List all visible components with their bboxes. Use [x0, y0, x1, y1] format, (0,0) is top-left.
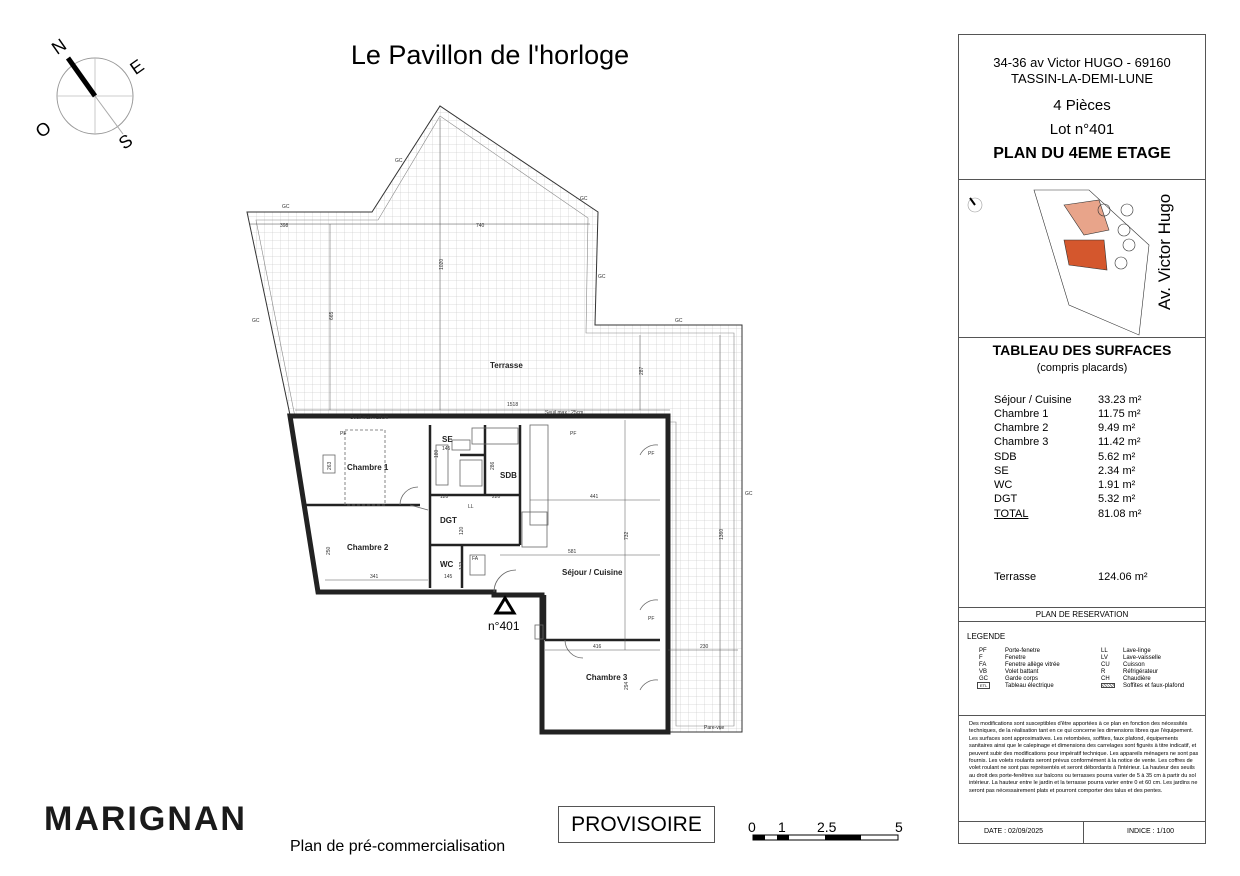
address: 34-36 av Victor HUGO - 69160 TASSIN-LA-DEMI-LUNE — [993, 55, 1171, 86]
room-wc: WC — [440, 560, 454, 569]
svg-text:0: 0 — [748, 819, 756, 835]
svg-text:581: 581 — [568, 549, 577, 555]
svg-text:250: 250 — [326, 546, 332, 555]
svg-text:120: 120 — [459, 526, 465, 535]
mini-compass-icon — [963, 187, 997, 221]
surface-row: Séjour / Cuisine 33.23 m² — [994, 394, 1142, 406]
title-block — [958, 34, 1206, 844]
surface-row: Chambre 1 11.75 m² — [994, 408, 1141, 420]
svg-text:Seuil max : 25cm: Seuil max : 25cm — [545, 410, 584, 416]
svg-text:Seuil max : 25cm: Seuil max : 25cm — [350, 415, 389, 421]
street-label: Av. Victor Hugo — [1155, 193, 1174, 310]
svg-text:441: 441 — [590, 494, 599, 500]
svg-text:145: 145 — [444, 574, 453, 580]
table-title: TABLEAU DES SURFACES — [992, 342, 1172, 358]
svg-text:287: 287 — [639, 366, 645, 375]
brand-logo: MARIGNAN — [44, 800, 247, 838]
room-dgt: DGT — [440, 516, 457, 525]
svg-text:PF: PF — [648, 616, 655, 622]
svg-text:5: 5 — [895, 819, 903, 835]
indice: INDICE : 1/100 — [1127, 828, 1175, 835]
svg-text:341: 341 — [370, 574, 379, 580]
svg-text:GC: GC — [598, 274, 606, 280]
room-chambre2: Chambre 2 — [347, 543, 389, 552]
legend-item: ETL Tableau électrique — [977, 683, 990, 691]
svg-text:GC: GC — [580, 196, 588, 202]
floor-plan — [240, 100, 780, 740]
room-sejour: Séjour / Cuisine — [562, 568, 623, 577]
legend-item: Soffites et faux-plafond — [1101, 683, 1115, 691]
surface-row: WC 1.91 m² — [994, 479, 1136, 491]
room-se: SE — [442, 435, 453, 444]
svg-text:665: 665 — [329, 311, 335, 320]
svg-text:263: 263 — [327, 461, 333, 470]
legend-item: GC Garde corps — [979, 676, 1039, 682]
svg-text:220: 220 — [492, 494, 501, 500]
surface-row: SDB 5.62 m² — [994, 451, 1136, 463]
svg-text:1: 1 — [778, 819, 786, 835]
svg-text:GC: GC — [252, 318, 260, 324]
svg-text:1360: 1360 — [719, 528, 725, 540]
lot-marker-icon — [496, 598, 514, 613]
svg-text:172: 172 — [459, 561, 465, 570]
svg-text:180: 180 — [434, 449, 440, 458]
svg-text:FA: FA — [472, 556, 479, 562]
disclaimer-notes: Des modifications sont susceptibles d'être apportées à ce plan en fonction des nécessités techniques, de la réalisation tant en ce qui concerne les dimensions libres que l'équipement. Les surfaces sont approximatives. Les retombées, soffites, faux plafond, équipements sanitaires ainsi que le calepinage et dimensions des carrelages sont figurés à titre indicatif, et peuvent subir des modifications pour impératif technique. Les appareils ménagers ne sont pas fournis. Les volets roulants seront prévus conformément à la notice de vente. Les coffres de volet roulant ne sont pas représentés et seront débordants à l'intérieur. La hauteur des seuils au droit des porte-fenêtres sur balcons ou terrasses pourra varier de 5 à 35 cm à partir du sol intérieur. La hauteur entre le jardin et la terrasse pourra varier entre 0 et 60 cm. Les jardins ne seront pas nécessairement plats et pourront comporter des talus et des pentes. — [969, 721, 1199, 794]
surface-row: DGT 5.32 m² — [994, 493, 1136, 505]
provisoire-stamp: PROVISOIRE — [558, 806, 715, 843]
svg-text:294: 294 — [624, 681, 630, 690]
svg-text:GC: GC — [395, 158, 403, 164]
svg-text:145: 145 — [442, 446, 451, 452]
svg-text:GC: GC — [675, 318, 683, 324]
svg-text:PF: PF — [340, 431, 347, 437]
legend-item: R Réfrigérateur — [1101, 669, 1159, 675]
svg-text:230: 230 — [700, 644, 709, 650]
surface-terrasse: Terrasse 124.06 m² — [994, 571, 1148, 583]
plan-reservation-label: PLAN DE RESERVATION — [1035, 610, 1129, 619]
legend-item: CH Chaudière — [1101, 676, 1151, 682]
svg-text:732: 732 — [624, 531, 630, 540]
legend-item: FA Fenetre allège vitrée — [979, 662, 1060, 668]
room-chambre3: Chambre 3 — [586, 673, 628, 682]
svg-text:398: 398 — [280, 223, 289, 229]
svg-text:1020: 1020 — [439, 258, 445, 270]
legend-item: CU Cuisson — [1101, 662, 1145, 668]
surface-row: SE 2.34 m² — [994, 465, 1136, 477]
site-map — [1029, 185, 1159, 345]
svg-text:120: 120 — [440, 494, 449, 500]
lot-number: Lot n°401 — [1049, 121, 1115, 138]
compass-e: E — [126, 55, 148, 79]
svg-text:416: 416 — [593, 644, 602, 650]
compass-o: O — [31, 117, 55, 142]
floor-title: PLAN DU 4EME ETAGE — [993, 145, 1171, 162]
soffite-swatch-icon — [1101, 683, 1115, 688]
room-sdb: SDB — [500, 471, 517, 480]
table-subtitle: (compris placards) — [1036, 362, 1128, 374]
svg-text:1518: 1518 — [507, 402, 519, 408]
room-chambre1: Chambre 1 — [347, 463, 389, 472]
compass-n: N — [47, 34, 71, 59]
svg-text:PF: PF — [570, 431, 577, 437]
compass-icon — [31, 34, 155, 156]
surface-total: TOTAL 81.08 m² — [994, 508, 1142, 520]
legend-item: PF Porte-fenetre — [979, 648, 1041, 654]
scale-bar — [745, 816, 910, 846]
page-title: Le Pavillon de l'horloge — [350, 40, 630, 70]
svg-text:LL: LL — [468, 504, 474, 510]
svg-text:740: 740 — [476, 223, 485, 229]
pieces: 4 Pièces — [1053, 97, 1111, 114]
legend-item: VB Volet battant — [979, 669, 1039, 675]
svg-text:PF: PF — [648, 451, 655, 457]
legend-item: LL Lave-linge — [1101, 648, 1151, 654]
svg-text:GC: GC — [282, 204, 290, 210]
svg-text:286: 286 — [490, 461, 496, 470]
svg-text:Pare-vue: Pare-vue — [704, 725, 725, 731]
compass-s: S — [114, 130, 137, 154]
svg-text:2.5: 2.5 — [817, 819, 837, 835]
surface-row: Chambre 2 9.49 m² — [994, 422, 1136, 434]
legend-title: LEGENDE — [967, 632, 1006, 641]
room-terrasse: Terrasse — [490, 361, 523, 370]
svg-text:GC: GC — [745, 491, 753, 497]
date: DATE : 02/09/2025 — [984, 828, 1044, 835]
precom-label: Plan de pré-commercialisation — [290, 838, 506, 855]
lot-marker-label: n°401 — [488, 619, 520, 633]
legend-item: LV Lave-vaisselle — [1101, 655, 1162, 661]
surface-row: Chambre 3 11.42 m² — [994, 436, 1141, 448]
legend-item: F Fenetre — [979, 655, 1026, 661]
